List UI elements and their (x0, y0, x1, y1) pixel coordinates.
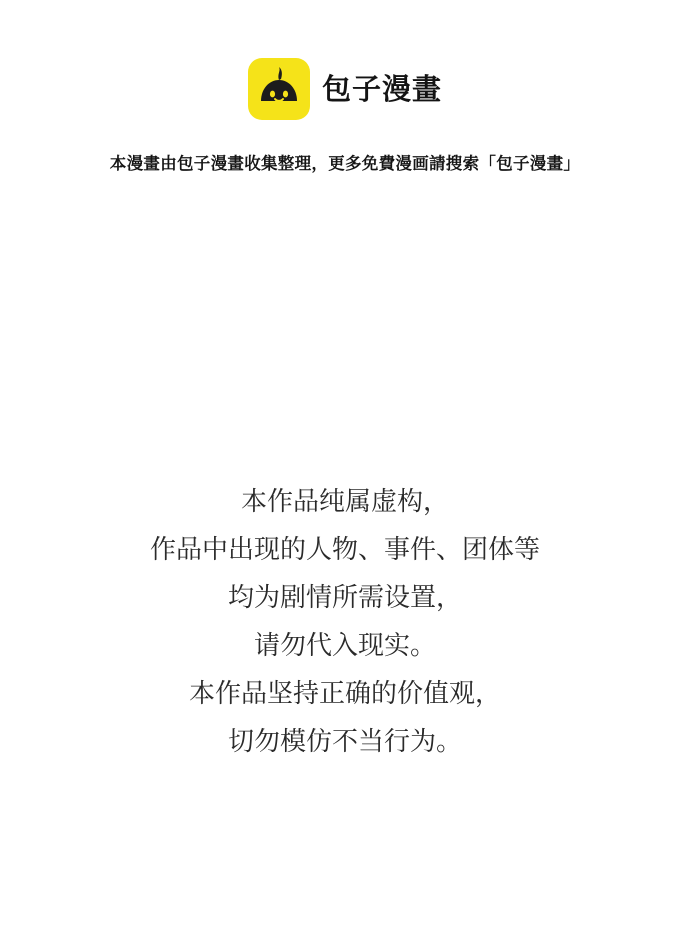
disclaimer-line: 本作品坚持正确的价值观， (188, 679, 501, 709)
disclaimer-line: 本作品纯属虚构， (240, 487, 449, 517)
brand-header (248, 58, 442, 120)
disclaimer-line: 请勿代入现实。 (253, 631, 436, 661)
disclaimer-line: 切勿模仿不当行为。 (227, 727, 462, 757)
brand-name: 包子漫畫 (321, 71, 442, 106)
disclaimer-line: 均为剧情所需设置， (227, 583, 462, 613)
source-notice: 本漫畫由包子漫畫收集整理，更多免費漫画請搜索「包子漫畫」 (109, 154, 581, 173)
disclaimer-line: 作品中出现的人物、事件、团体等 (149, 535, 540, 565)
disclaimer-text (0, 478, 690, 766)
baozi-bun-icon (248, 58, 310, 120)
